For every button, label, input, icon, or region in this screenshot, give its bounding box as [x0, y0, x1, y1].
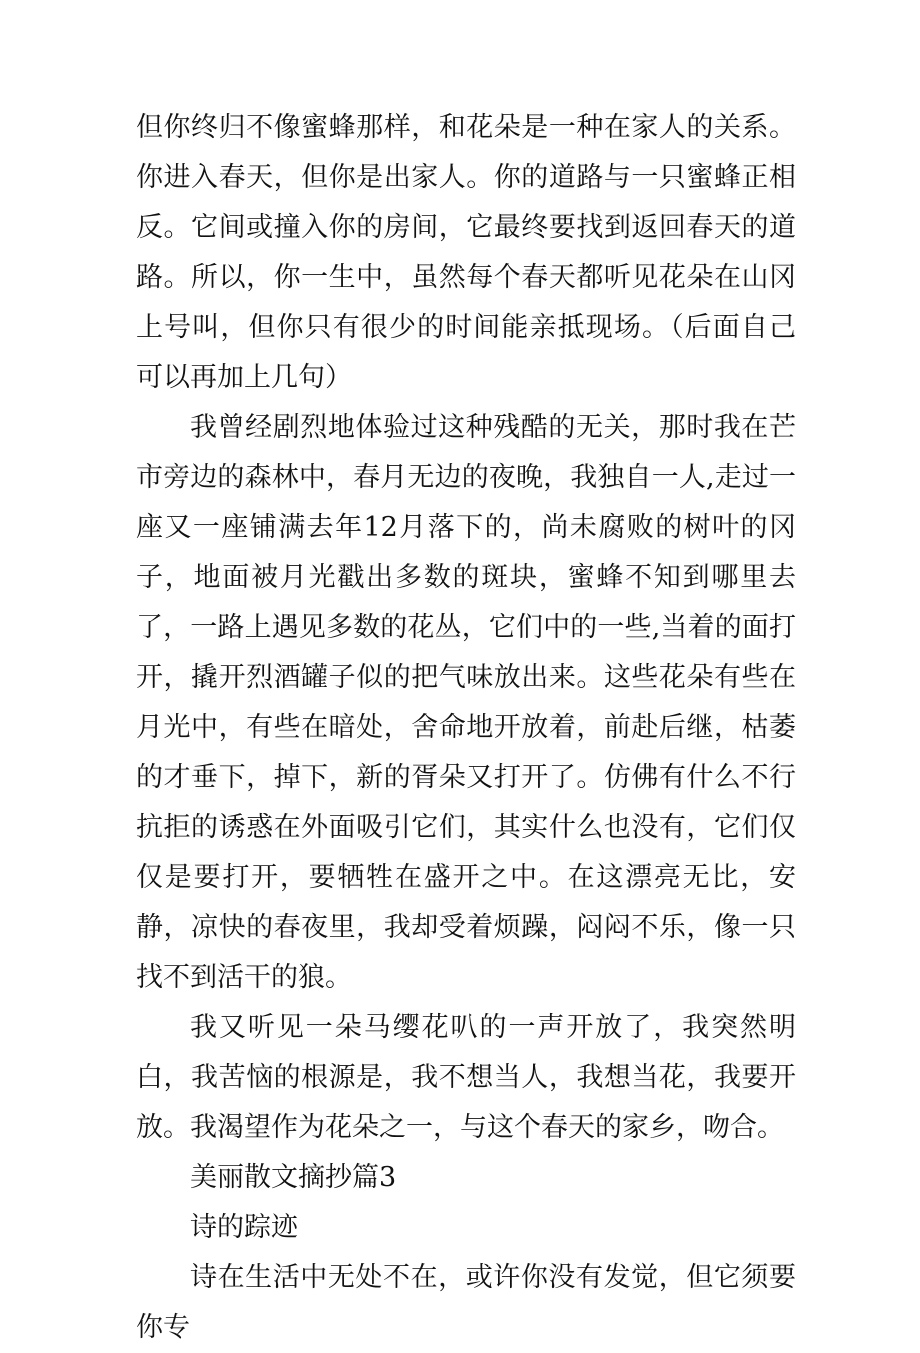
paragraph-poetry-life: 诗在生活中无处不在，或许你没有发觉，但它须要你专: [136, 1262, 796, 1343]
section-heading: 美丽散文摘抄篇3: [190, 1162, 397, 1193]
poem-title: 诗的踪迹: [190, 1212, 298, 1243]
document-body: [136, 103, 796, 1353]
paragraph-forest-night: 我曾经剧烈地体验过这种残酷的无关，那时我在芒市旁边的森林中，春月无边的夜晚，我独自一人,走过一座又一座铺满去年12月落下的，尚未腐败的树叶的冈子，地面被月光戳出多数的斑块，蜜蜂不知到哪里去了，一路上遇见多数的花丛，它们中的一些,当着的面打开，撬开烈酒罐子似的把气味放出来。这些花朵有些在月光中，有些在暗处，舍命地开放着，前赴后继，枯萎的才垂下，掉下，新的胥朵又打开了。仿佛有什么不行抗拒的诱惑在外面吸引它们，其实什么也没有，它们仅仅是要打开，要牺牲在盛开之中。在这漂亮无比，安静，凉快的春夜里，我却受着烦躁，闷闷不乐，像一只找不到活干的狼。: [136, 412, 796, 993]
paragraph-flower-bloom: 我又听见一朵马缨花叭的一声开放了，我突然明白，我苦恼的根源是，我不想当人，我想当花，我要开放。我渴望作为花朵之一，与这个春天的家乡，吻合。: [136, 1012, 796, 1143]
paragraph-bee: 但你终归不像蜜蜂那样，和花朵是一种在家人的关系。你进入春天，但你是出家人。你的道路与一只蜜蜂正相反。它间或撞入你的房间，它最终要找到返回春天的道路。所以，你一生中，虽然每个春天都听见花朵在山冈上号叫，但你只有很少的时间能亲抵现场。（后面自己可以再加上几句）: [136, 112, 796, 393]
